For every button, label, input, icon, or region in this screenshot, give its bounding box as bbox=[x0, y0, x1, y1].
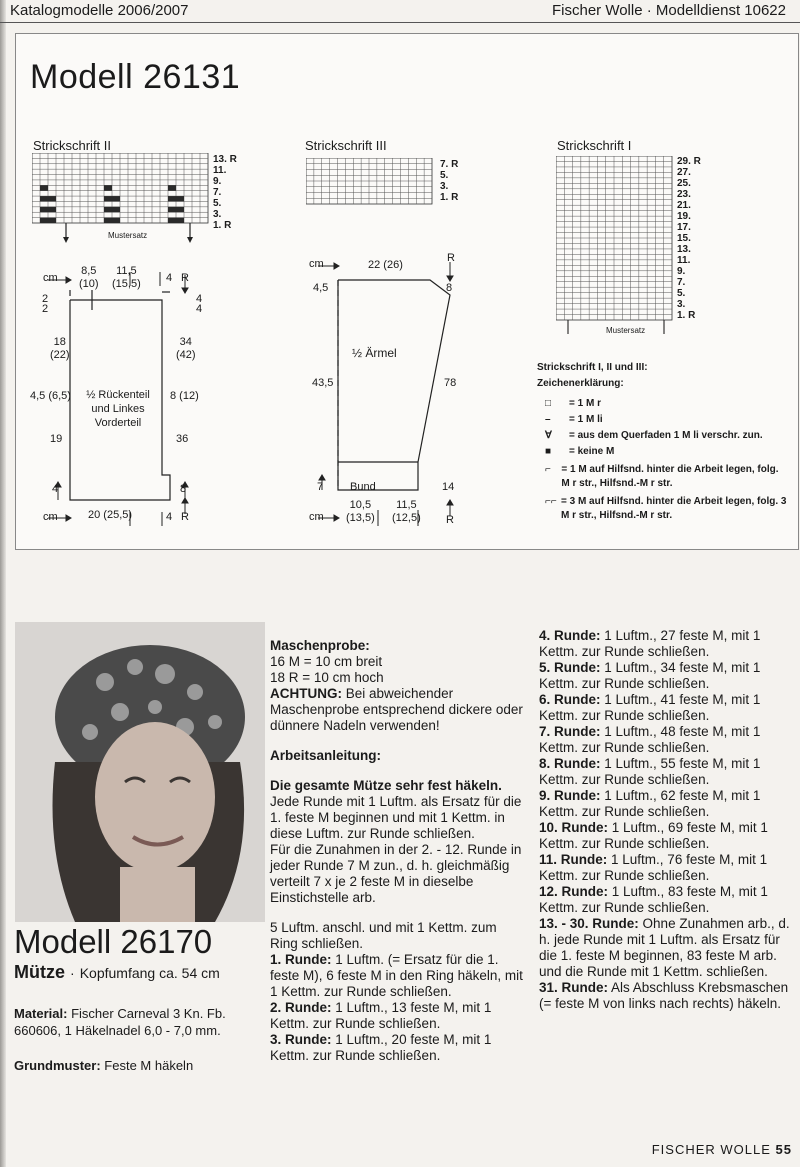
round-item bbox=[539, 884, 795, 916]
publisher-header: Fischer Wolle · Modelldienst 10622 bbox=[551, 2, 786, 19]
legend-item bbox=[545, 463, 787, 491]
round-item bbox=[539, 628, 795, 660]
chart-ii-grid bbox=[32, 153, 212, 243]
sleeve-dim-14: 14 bbox=[442, 481, 455, 493]
round-item bbox=[539, 852, 795, 884]
no-stitch-cell bbox=[48, 196, 56, 201]
row-label: 5. bbox=[677, 288, 686, 299]
round-label: 10. Runde: bbox=[539, 820, 609, 835]
round-item bbox=[539, 820, 795, 852]
sleeve-label: ½ Ärmel bbox=[352, 346, 397, 360]
legend-text: = aus dem Querfaden 1 M li verschr. zun. bbox=[569, 430, 763, 441]
hat-subtitle bbox=[14, 962, 220, 983]
dim-cm-bottom: cm bbox=[43, 511, 58, 523]
round-text: Als Abschluss Krebsmaschen (= feste M von links nach rechts) häkeln. bbox=[539, 980, 789, 1011]
legend-text: = keine M bbox=[569, 446, 615, 457]
sleeve-cuff-label: Bund bbox=[350, 481, 376, 493]
page-number: 55 bbox=[775, 1142, 792, 1157]
dim-value: 18 bbox=[53, 336, 66, 348]
base-pattern bbox=[14, 1057, 264, 1074]
legend-item bbox=[545, 428, 787, 444]
sleeve-dim-8: 8 bbox=[446, 282, 453, 294]
gauge-height: 18 R = 10 cm hoch bbox=[270, 670, 384, 685]
row-label: 23. bbox=[677, 189, 691, 200]
no-stitch-cell bbox=[48, 207, 56, 212]
round-label: 1. Runde: bbox=[270, 952, 332, 967]
base-pattern-text: Feste M häkeln bbox=[104, 1058, 194, 1073]
dim-width: 20 (25,5) bbox=[88, 509, 133, 521]
material-text: Fischer Carneval 3 Kn. Fb. 660606, 1 Häkelnadel 6,0 - 7,0 mm. bbox=[14, 1006, 226, 1038]
hat-model-title: Modell 26170 bbox=[14, 923, 213, 960]
instructions-column-1 bbox=[270, 638, 526, 1064]
hat-name: Mütze bbox=[14, 962, 65, 982]
round-label: 11. Runde: bbox=[539, 852, 608, 867]
model-title: Modell 26131 bbox=[30, 58, 241, 96]
legend-text: = 1 M li bbox=[569, 414, 603, 425]
gauge-width: 16 M = 10 cm breit bbox=[270, 654, 383, 669]
no-stitch-cell bbox=[40, 185, 48, 190]
round-label: 12. Runde: bbox=[539, 884, 609, 899]
cable-3-symbol-icon: ⌐⌐ bbox=[545, 496, 557, 507]
dim-2b: 2 bbox=[42, 303, 49, 315]
no-stitch-cell bbox=[104, 207, 112, 212]
round-text: 1 Luftm., 48 feste M, mit 1 Kettm. zur Runde schließen. bbox=[539, 724, 761, 755]
row-label: 17. bbox=[677, 222, 691, 233]
no-stitch-cell bbox=[40, 196, 48, 201]
no-stitch-cell bbox=[168, 207, 176, 212]
legend-item bbox=[545, 412, 787, 428]
no-stitch-cell bbox=[40, 207, 48, 212]
dim-value: (15,5) bbox=[112, 278, 141, 290]
sleeve-dim-r: R bbox=[447, 252, 455, 264]
row-label: 29. R bbox=[677, 156, 701, 167]
round-label: 5. Runde: bbox=[539, 660, 601, 675]
purl-symbol-icon: – bbox=[545, 414, 551, 425]
sleeve-dim-7: 7 bbox=[317, 481, 324, 493]
round-label: 2. Runde: bbox=[270, 1000, 332, 1015]
round-label: 9. Runde: bbox=[539, 788, 601, 803]
round-text: 1 Luftm., 41 feste M, mit 1 Kettm. zur Runde schließen. bbox=[539, 692, 761, 723]
no-stitch-cell bbox=[112, 207, 120, 212]
dim-19: 19 bbox=[50, 433, 63, 445]
chart-ii-title: Strickschrift II bbox=[33, 138, 112, 153]
legend-text: = 1 M auf Hilfsnd. hinter die Arbeit legen, folg. M r str., Hilfsnd.-M r str. bbox=[561, 464, 779, 489]
page-footer bbox=[652, 1142, 792, 1157]
increase-symbol-icon: ∀ bbox=[545, 430, 552, 441]
legend-heading: Strickschrift I, II und III: bbox=[537, 362, 648, 373]
sleeve-dim-b1 bbox=[346, 499, 375, 525]
warning-label: ACHTUNG: bbox=[270, 686, 342, 701]
row-label: 21. bbox=[677, 200, 691, 211]
header-rule bbox=[0, 22, 800, 23]
round-text: 1 Luftm., 34 feste M, mit 1 Kettm. zur Runde schließen. bbox=[539, 660, 761, 691]
round-label: 8. Runde: bbox=[539, 756, 601, 771]
head-size: Kopfumfang ca. 54 cm bbox=[79, 965, 220, 981]
dim-4a: 4 bbox=[196, 293, 203, 305]
sleeve-dim-435: 43,5 bbox=[312, 377, 334, 389]
no-stitch-cell bbox=[112, 218, 120, 223]
round-label: 4. Runde: bbox=[539, 628, 601, 643]
legend-text: = 3 M auf Hilfsnd. hinter die Arbeit legen, folg. 3 M r str., Hilfsnd.-M r str. bbox=[560, 496, 787, 521]
dim-shoulder bbox=[79, 265, 99, 291]
sleeve-dim-b2 bbox=[392, 499, 421, 525]
no-stitch-cell bbox=[168, 218, 176, 223]
chart-iii-grid bbox=[306, 158, 436, 208]
cable-1-symbol-icon: ⌐ bbox=[545, 464, 551, 475]
round-text: 1 Luftm., 27 feste M, mit 1 Kettm. zur Runde schließen. bbox=[539, 628, 761, 659]
sleeve-cm-bottom: cm bbox=[309, 511, 324, 523]
round-text: 1 Luftm., 55 feste M, mit 1 Kettm. zur Runde schließen. bbox=[539, 756, 761, 787]
round-text: 1 Luftm., 20 feste M, mit 1 Kettm. zur Runde schließen. bbox=[270, 1032, 492, 1063]
round-text: 1 Luftm. (= Ersatz für die 1. feste M), 6 feste M in den Ring häkeln, mit 1 Kettm. zur Runde schließen. bbox=[270, 952, 523, 999]
catalog-header: Katalogmodelle 2006/2007 bbox=[10, 2, 189, 19]
knit-symbol-icon: □ bbox=[545, 398, 552, 409]
subtitle-separator: · bbox=[70, 965, 75, 981]
round-text: 1 Luftm., 69 feste M, mit 1 Kettm. zur Runde schließen. bbox=[539, 820, 768, 851]
model-photo bbox=[15, 622, 265, 922]
row-label: 7. R bbox=[440, 159, 459, 170]
round-label: 6. Runde: bbox=[539, 692, 601, 707]
dim-2a: 2 bbox=[42, 293, 49, 305]
chart-i-title: Strickschrift I bbox=[557, 138, 632, 153]
no-stitch-cell bbox=[168, 196, 176, 201]
sleeve-dim-top: 22 (26) bbox=[368, 259, 403, 271]
round-text: Ohne Zunahmen arb., d. h. jede Runde mit 1 Luftm. als Ersatz für die 1. feste M beginnen, 83 feste M arb. und die Runde mit 1 Kettm. schließen. bbox=[539, 916, 790, 979]
no-stitch-cell bbox=[176, 218, 184, 223]
firm-crochet-heading: Die gesamte Mütze sehr fest häkeln. bbox=[270, 778, 502, 793]
instruction-paragraph: 5 Luftm. anschl. und mit 1 Kettm. zum Ring schließen. bbox=[270, 920, 497, 951]
legend-text: = 1 M r bbox=[569, 398, 601, 409]
dim-value: (22) bbox=[50, 349, 70, 361]
row-label: 9. bbox=[213, 176, 222, 187]
legend-item bbox=[545, 396, 787, 412]
footer-brand: FISCHER WOLLE bbox=[651, 1142, 771, 1157]
round-label: 7. Runde: bbox=[539, 724, 601, 739]
legend-item bbox=[545, 495, 787, 523]
row-label: 7. bbox=[677, 277, 686, 288]
chart-i-row-labels bbox=[677, 156, 701, 321]
round-text: 1 Luftm., 13 feste M, mit 1 Kettm. zur Runde schließen. bbox=[270, 1000, 492, 1031]
round-item bbox=[539, 660, 795, 692]
chart-iii-row-labels bbox=[440, 159, 458, 203]
no-stitch-cell bbox=[104, 218, 112, 223]
row-label: 11. bbox=[213, 165, 227, 176]
chart-legend bbox=[537, 360, 787, 523]
dim-36: 36 bbox=[176, 433, 189, 445]
round-label: 3. Runde: bbox=[270, 1032, 332, 1047]
no-stitch-cell bbox=[168, 185, 176, 190]
row-label: 1. R bbox=[440, 192, 459, 203]
book-spine-edge bbox=[0, 0, 6, 1167]
row-label: 13. R bbox=[213, 154, 237, 165]
material-label: Material: bbox=[14, 1006, 68, 1021]
instructions-column-2 bbox=[539, 628, 795, 1012]
sleeve-dim-45: 4,5 bbox=[313, 282, 329, 294]
dim-value: 10,5 bbox=[349, 499, 372, 511]
dim-r-top: R bbox=[181, 272, 189, 284]
row-label: 27. bbox=[677, 167, 691, 178]
round-text: 1 Luftm., 62 feste M, mit 1 Kettm. zur Runde schließen. bbox=[539, 788, 761, 819]
round-item bbox=[539, 980, 795, 1012]
no-stitch-symbol-icon: ■ bbox=[545, 446, 552, 457]
round-text: 1 Luftm., 76 feste M, mit 1 Kettm. zur Runde schließen. bbox=[539, 852, 768, 883]
materials-block bbox=[14, 1005, 264, 1074]
round-item bbox=[539, 692, 795, 724]
instruction-paragraph: Für die Zunahmen in der 2. - 12. Runde in jeder Runde 7 M zun., d. h. gleichmäßig verteilt 7 x je 2 feste M in dieselbe Einstichstelle arb. bbox=[270, 842, 522, 905]
sleeve-cm-top: cm bbox=[309, 258, 324, 270]
row-label: 15. bbox=[677, 233, 691, 244]
round-label: 13. - 30. Runde: bbox=[539, 916, 639, 931]
chart-i-grid bbox=[556, 156, 676, 336]
dim-8-12: 8 (12) bbox=[170, 390, 199, 402]
dim-cm-top: cm bbox=[43, 272, 58, 284]
dim-4-bottom: 4 bbox=[52, 483, 59, 495]
dim-armhole-left bbox=[50, 336, 70, 362]
dim-value: 11,5 bbox=[396, 499, 417, 511]
no-stitch-cell bbox=[112, 196, 120, 201]
no-stitch-cell bbox=[176, 207, 184, 212]
no-stitch-cell bbox=[176, 196, 184, 201]
dim-value: (12,5) bbox=[392, 512, 421, 524]
row-label: 3. bbox=[440, 181, 449, 192]
row-label: 1. R bbox=[677, 310, 696, 321]
row-label: 9. bbox=[677, 266, 686, 277]
row-label: 13. bbox=[677, 244, 691, 255]
dim-4-top: 4 bbox=[166, 272, 173, 284]
dim-r-b: R bbox=[181, 511, 189, 523]
round-item bbox=[539, 724, 795, 756]
row-label: 5. bbox=[440, 170, 449, 181]
row-label: 19. bbox=[677, 211, 691, 222]
round-item bbox=[539, 788, 795, 820]
legend-subheading: Zeichenerklärung: bbox=[537, 378, 624, 389]
row-label: 11. bbox=[677, 255, 691, 266]
row-label: 25. bbox=[677, 178, 691, 189]
no-stitch-cell bbox=[48, 218, 56, 223]
instruction-paragraph: Jede Runde mit 1 Luftm. als Ersatz für die 1. feste M beginnen und mit 1 Kettm. in diese Luftm. zur Runde schließen. bbox=[270, 794, 522, 841]
no-stitch-cell bbox=[104, 196, 112, 201]
warning-text: Bei abweichender Maschenprobe entsprechend dickere oder dünnere Nadeln verwenden! bbox=[270, 686, 523, 733]
dim-value: 11,5 bbox=[116, 265, 137, 277]
dim-8-bottom: 8 bbox=[180, 483, 187, 495]
dim-4b: 4 bbox=[196, 303, 203, 315]
dim-value: (42) bbox=[176, 349, 196, 361]
dim-4-b: 4 bbox=[166, 511, 173, 523]
sleeve-dim-78: 78 bbox=[444, 377, 457, 389]
round-label: 31. Runde: bbox=[539, 980, 609, 995]
chart-ii-row-labels bbox=[213, 154, 237, 231]
dim-armhole-right bbox=[176, 336, 196, 362]
dim-value: (13,5) bbox=[346, 512, 375, 524]
gauge-heading: Maschenprobe: bbox=[270, 638, 370, 653]
dim-neck bbox=[112, 265, 141, 291]
legend-item bbox=[545, 444, 787, 460]
row-label: 3. bbox=[677, 299, 686, 310]
chart-i-caption: Mustersatz bbox=[606, 326, 646, 335]
round-item bbox=[539, 916, 795, 980]
chart-iii-title: Strickschrift III bbox=[305, 138, 387, 153]
row-label: 7. bbox=[213, 187, 222, 198]
row-label: 3. bbox=[213, 209, 222, 220]
sleeve-dim-r-b: R bbox=[446, 514, 454, 526]
dim-value: 8,5 bbox=[81, 265, 97, 277]
no-stitch-cell bbox=[40, 218, 48, 223]
dim-value: 34 bbox=[179, 336, 192, 348]
round-item bbox=[539, 756, 795, 788]
instructions-heading: Arbeitsanleitung: bbox=[270, 748, 382, 763]
dim-value: (10) bbox=[79, 278, 99, 290]
row-label: 5. bbox=[213, 198, 222, 209]
dim-45: 4,5 (6,5) bbox=[30, 390, 71, 402]
no-stitch-cell bbox=[104, 185, 112, 190]
round-text: 1 Luftm., 83 feste M, mit 1 Kettm. zur Runde schließen. bbox=[539, 884, 768, 915]
back-front-label: ½ Rückenteil und Linkes Vorderteil bbox=[86, 389, 150, 429]
base-pattern-label: Grundmuster: bbox=[14, 1058, 101, 1073]
chart-ii-caption: Mustersatz bbox=[108, 231, 148, 240]
row-label: 1. R bbox=[213, 220, 232, 231]
